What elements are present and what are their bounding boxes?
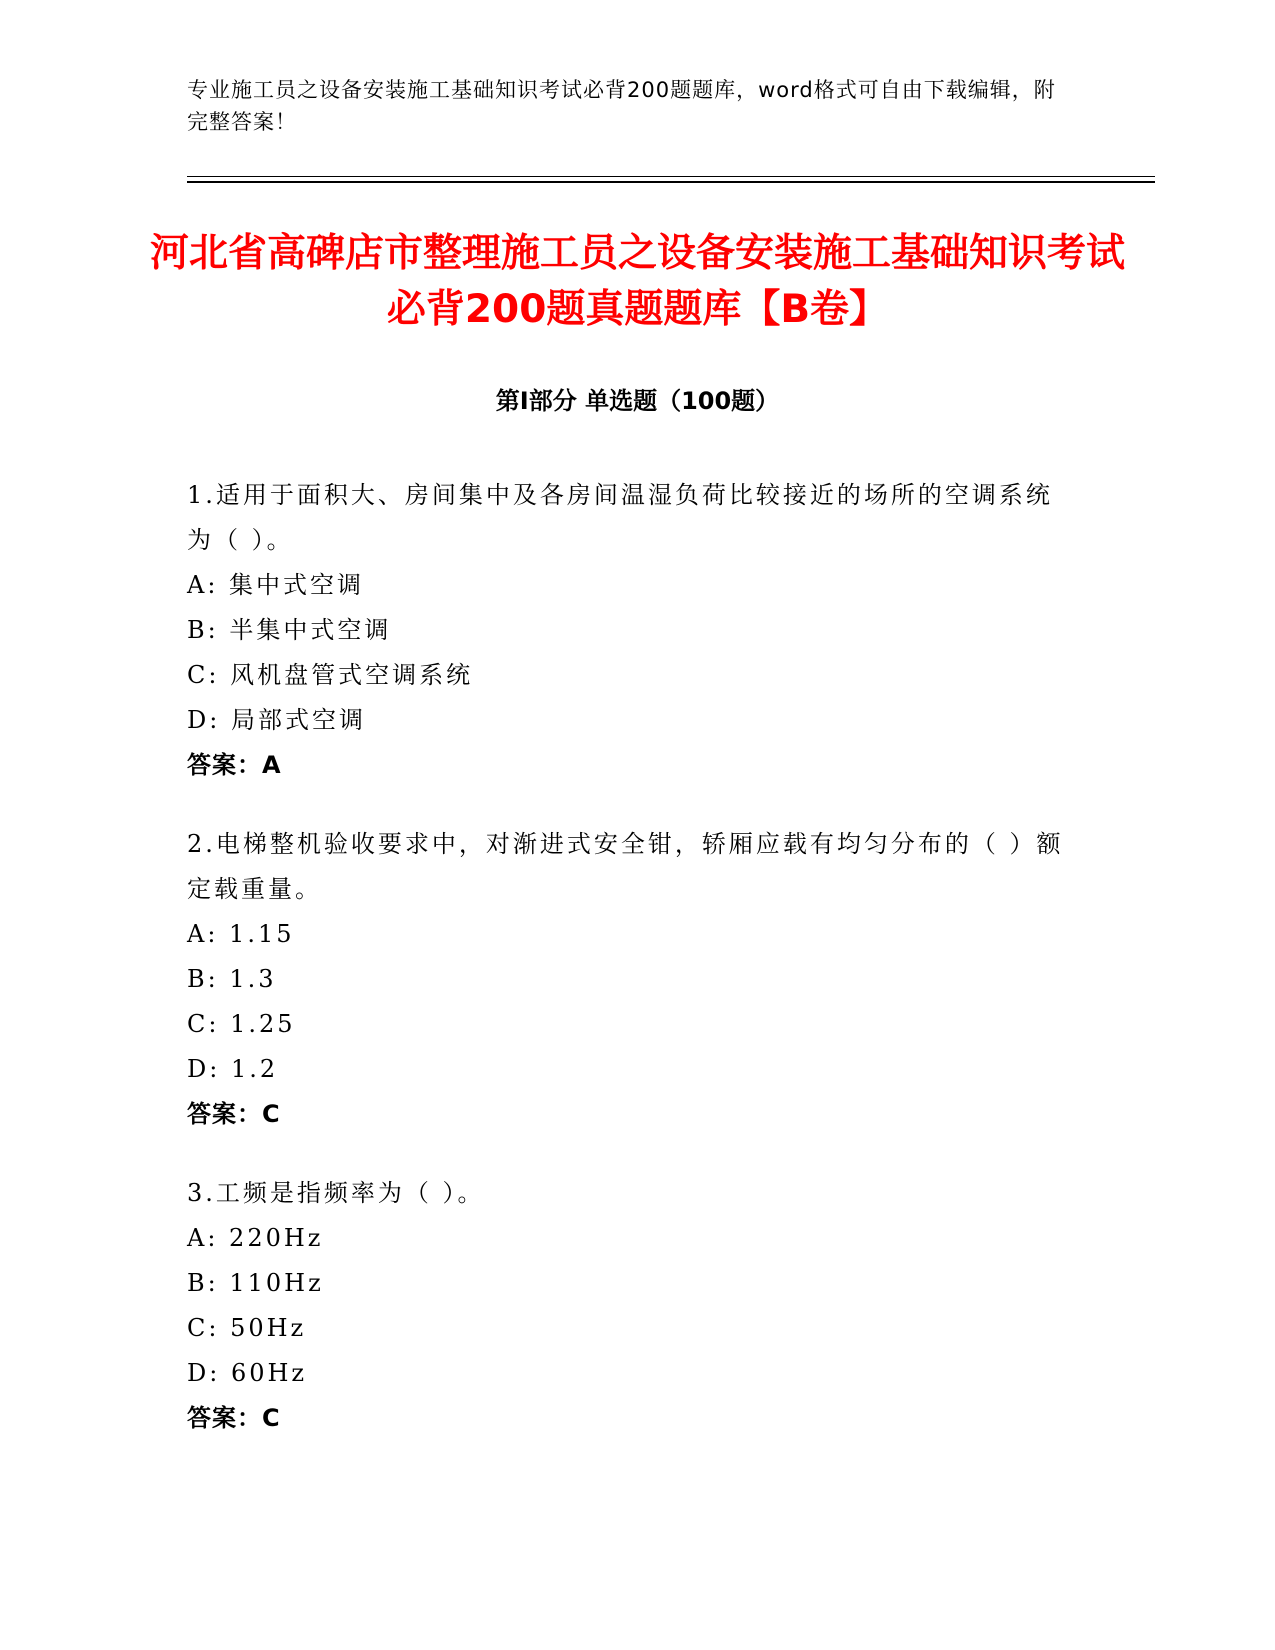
- header-divider-thick: [187, 181, 1155, 183]
- option-c: C: 1.25: [187, 1010, 296, 1038]
- answer-line: 答案：C: [187, 1404, 281, 1432]
- question-2: [187, 822, 1067, 1137]
- option-a: A: 集中式空调: [187, 571, 365, 599]
- option-a: A: 220Hz: [187, 1224, 324, 1252]
- section-title: 第I部分 单选题（100题）: [495, 387, 780, 415]
- option-b: B: 110Hz: [187, 1269, 324, 1297]
- question-3: [187, 1171, 1067, 1441]
- header-note: 专业施工员之设备安装施工基础知识考试必背200题题库，word格式可自由下载编辑，附完整答案！: [187, 78, 1056, 134]
- document-title: 河北省高碑店市整理施工员之设备安装施工基础知识考试必背200题真题题库【B卷】: [150, 231, 1126, 332]
- answer-line: 答案：A: [187, 751, 282, 779]
- question-stem: 1.适用于面积大、房间集中及各房间温湿负荷比较接近的场所的空调系统为（ ）。: [187, 481, 1053, 554]
- option-c: C: 50Hz: [187, 1314, 307, 1342]
- option-b: B: 1.3: [187, 965, 277, 993]
- option-c: C: 风机盘管式空调系统: [187, 661, 474, 689]
- option-d: D: 1.2: [187, 1055, 279, 1083]
- question-stem: 3.工频是指频率为（ ）。: [187, 1179, 485, 1207]
- question-list: [187, 473, 1067, 1475]
- answer-line: 答案：C: [187, 1100, 281, 1128]
- header-divider-thin: [187, 176, 1155, 177]
- option-b: B: 半集中式空调: [187, 616, 392, 644]
- question-stem: 2.电梯整机验收要求中，对渐进式安全钳，轿厢应载有均匀分布的（ ）额定载重量。: [187, 830, 1064, 903]
- option-d: D: 局部式空调: [187, 706, 366, 734]
- option-a: A: 1.15: [187, 920, 295, 948]
- option-d: D: 60Hz: [187, 1359, 308, 1387]
- question-1: [187, 473, 1067, 788]
